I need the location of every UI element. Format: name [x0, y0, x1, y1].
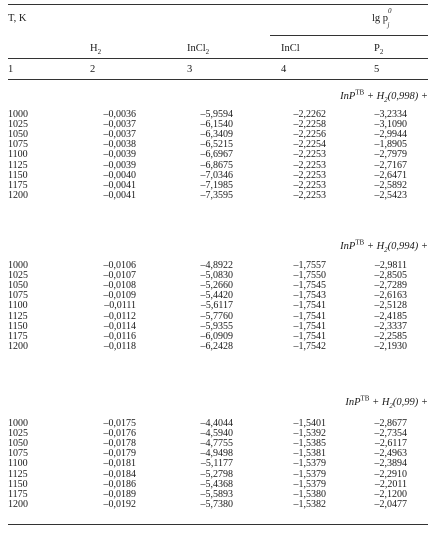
cell-incl: –1,7545 [293, 280, 326, 292]
column-p2-header: $P_2$ [374, 43, 384, 57]
cell-incl: –2,2256 [293, 129, 326, 141]
cell-p2: –2,9944 [374, 129, 407, 141]
cell-h2: –0,0107 [103, 270, 136, 282]
cell-p2: –2,6471 [374, 169, 407, 181]
cell-incl: –2,2253 [293, 169, 326, 181]
reaction-species: InP [345, 397, 361, 408]
reaction-sub: 2 [384, 96, 388, 105]
cell-incl: –1,5382 [293, 498, 326, 510]
cell-temperature: 1150 [8, 169, 28, 181]
cell-incl2: –5,1177 [200, 458, 233, 470]
lg-p-sub: j [387, 21, 390, 30]
cell-incl: –2,2262 [293, 109, 326, 120]
cell-h2: –0,0192 [103, 498, 136, 510]
cell-incl2: –7,0346 [200, 169, 233, 181]
cell-h2: –0,0037 [103, 129, 136, 141]
cell-p2: –2,3894 [374, 458, 407, 470]
cell-p2: –2,0477 [374, 498, 407, 510]
cell-p2: –2,6163 [374, 290, 407, 302]
cell-incl2: –6,5215 [200, 139, 233, 151]
cell-h2: –0,0039 [103, 159, 136, 171]
cell-h2: –0,0038 [103, 139, 136, 151]
cell-incl: –1,7541 [293, 310, 326, 322]
reaction-species: InP [340, 91, 356, 102]
cell-incl2: –5,9594 [200, 109, 233, 120]
cell-incl: –1,5401 [293, 418, 326, 429]
bottom-rule [8, 524, 428, 525]
cell-incl: –1,7541 [293, 330, 326, 342]
cell-p2: –2,4963 [374, 448, 407, 460]
lg-p-header [372, 6, 394, 30]
cell-incl: –1,7543 [293, 290, 326, 302]
cell-p2: –2,9811 [374, 260, 407, 271]
cell-h2: –0,0178 [103, 438, 136, 450]
top-rule [8, 4, 428, 5]
cell-incl2: –5,2660 [200, 280, 233, 292]
reaction-plus-h: + H [364, 241, 385, 252]
cell-incl2: –5,7380 [200, 498, 233, 510]
cell-incl2: –4,8922 [200, 260, 233, 271]
column-incl-header: InCl [281, 43, 300, 54]
cell-incl2: –6,8675 [200, 159, 233, 171]
cell-p2: –2,7289 [374, 280, 407, 292]
cell-incl: –1,7542 [293, 340, 326, 352]
cell-temperature: 1200 [8, 498, 28, 510]
cell-incl2: –6,6967 [200, 149, 233, 161]
cell-h2: –0,0118 [103, 340, 136, 352]
cell-h2: –0,0036 [103, 109, 136, 120]
cell-temperature: 1050 [8, 129, 28, 141]
cell-incl: –1,5379 [293, 478, 326, 490]
cell-p2: –2,1200 [374, 488, 407, 500]
cell-p2: –2,2585 [374, 330, 407, 342]
reaction-formula [340, 238, 428, 255]
cell-incl2: –5,2798 [200, 468, 233, 480]
cell-temperature: 1025 [8, 270, 28, 282]
cell-temperature: 1150 [8, 320, 28, 332]
cell-temperature: 1175 [8, 330, 28, 342]
reaction-coefficient: (0,994) + [387, 241, 428, 252]
cell-incl2: –4,4044 [200, 418, 233, 429]
cell-p2: –2,8677 [374, 418, 407, 429]
cell-temperature: 1100 [8, 458, 28, 470]
cell-h2: –0,0116 [103, 330, 136, 342]
column-index-2: 2 [90, 64, 96, 75]
cell-incl2: –6,2428 [200, 340, 233, 352]
reaction-plus-h: + H [369, 397, 390, 408]
cell-incl2: –6,3409 [200, 129, 233, 141]
cell-p2: –2,3337 [374, 320, 407, 332]
cell-incl2: –5,4420 [200, 290, 233, 302]
cell-h2: –0,0112 [103, 310, 136, 322]
cell-temperature: 1025 [8, 119, 28, 131]
reaction-formula [345, 394, 428, 411]
cell-incl: –1,7541 [293, 320, 326, 332]
reaction-sub: 2 [389, 402, 393, 411]
cell-temperature: 1050 [8, 280, 28, 292]
cell-p2: –1,8905 [374, 139, 407, 151]
cell-incl: –2,2258 [293, 119, 326, 131]
cell-incl: –1,5379 [293, 468, 326, 480]
cell-temperature: 1125 [8, 159, 28, 171]
cell-temperature: 1200 [8, 189, 28, 201]
cell-p2: –2,5892 [374, 179, 407, 191]
column-index-1: 1 [8, 64, 14, 75]
cell-p2: –2,5128 [374, 300, 407, 312]
cell-h2: –0,0041 [103, 189, 136, 201]
cell-incl: –1,7557 [293, 260, 326, 271]
reaction-phase: ТВ [360, 394, 370, 403]
cell-incl2: –5,7760 [200, 310, 233, 322]
cell-p2: –2,2910 [374, 468, 407, 480]
column-index-5: 5 [374, 64, 380, 75]
cell-incl2: –5,6117 [200, 300, 233, 312]
cell-h2: –0,0108 [103, 280, 136, 292]
cell-temperature: 1175 [8, 488, 28, 500]
cell-incl2: –6,0909 [200, 330, 233, 342]
cell-temperature: 1175 [8, 179, 28, 191]
cell-incl: –1,5380 [293, 488, 326, 500]
cell-h2: –0,0189 [103, 488, 136, 500]
cell-h2: –0,0184 [103, 468, 136, 480]
cell-h2: –0,0186 [103, 478, 136, 490]
cell-incl: –1,7550 [293, 270, 326, 282]
cell-p2: –2,1930 [374, 340, 407, 352]
column-h2-header: $H_2$ [90, 43, 102, 57]
cell-incl2: –7,1985 [200, 179, 233, 191]
cell-h2: –0,0037 [103, 119, 136, 131]
reaction-coefficient: (0,998) + [387, 91, 428, 102]
column-index-3: 3 [187, 64, 193, 75]
cell-temperature: 1075 [8, 139, 28, 151]
cell-temperature: 1000 [8, 260, 28, 271]
cell-temperature: 1125 [8, 468, 28, 480]
cell-p2: –2,7354 [374, 428, 407, 440]
index-rule [8, 79, 428, 80]
column-incl2-header: InCl$_2$ [187, 43, 210, 57]
cell-p2: –2,7167 [374, 159, 407, 171]
cell-p2: –2,6117 [374, 438, 407, 450]
reaction-plus-h: + H [364, 91, 385, 102]
reaction-formula [340, 88, 428, 105]
cell-incl: –2,2254 [293, 139, 326, 151]
cell-temperature: 1050 [8, 438, 28, 450]
reaction-species: InP [340, 241, 356, 252]
cell-temperature: 1100 [8, 149, 28, 161]
cell-incl: –2,2253 [293, 179, 326, 191]
cell-h2: –0,0176 [103, 428, 136, 440]
cell-incl2: –5,5893 [200, 488, 233, 500]
cell-incl2: –4,5940 [200, 428, 233, 440]
cell-incl: –1,5385 [293, 438, 326, 450]
cell-temperature: 1200 [8, 340, 28, 352]
cell-h2: –0,0179 [103, 448, 136, 460]
cell-incl: –2,2253 [293, 159, 326, 171]
lg-p-sup: 0 [388, 6, 392, 15]
cell-incl: –1,5392 [293, 428, 326, 440]
cell-p2: –2,7979 [374, 149, 407, 161]
reaction-phase: ТВ [355, 238, 365, 247]
cell-h2: –0,0106 [103, 260, 136, 271]
lg-p-rule [270, 35, 428, 36]
cell-temperature: 1100 [8, 300, 28, 312]
cell-incl2: –7,3595 [200, 189, 233, 201]
cell-h2: –0,0114 [103, 320, 136, 332]
reaction-sub: 2 [384, 246, 388, 255]
cell-p2: –2,8505 [374, 270, 407, 282]
column-t-label: T, K [8, 13, 27, 24]
cell-h2: –0,0041 [103, 179, 136, 191]
cell-temperature: 1075 [8, 290, 28, 302]
cell-h2: –0,0175 [103, 418, 136, 429]
cell-temperature: 1025 [8, 428, 28, 440]
cell-incl2: –5,4368 [200, 478, 233, 490]
cell-incl2: –4,9498 [200, 448, 233, 460]
cell-h2: –0,0040 [103, 169, 136, 181]
cell-incl: –2,2253 [293, 189, 326, 201]
cell-h2: –0,0111 [104, 300, 136, 312]
cell-incl: –1,7541 [293, 300, 326, 312]
cell-incl2: –5,0830 [200, 270, 233, 282]
cell-h2: –0,0109 [103, 290, 136, 302]
cell-incl2: –5,9355 [200, 320, 233, 332]
header-rule [8, 58, 428, 59]
cell-incl: –2,2253 [293, 149, 326, 161]
cell-p2: –2,5423 [374, 189, 407, 201]
cell-incl2: –4,7755 [200, 438, 233, 450]
cell-h2: –0,0181 [103, 458, 136, 470]
cell-p2: –2,4185 [374, 310, 407, 322]
reaction-coefficient: (0,99) + [392, 397, 428, 408]
reaction-phase: ТВ [355, 88, 365, 97]
cell-p2: –3,2334 [374, 109, 407, 120]
cell-temperature: 1000 [8, 418, 28, 429]
cell-temperature: 1075 [8, 448, 28, 460]
cell-p2: –3,1090 [374, 119, 407, 131]
cell-incl: –1,5381 [293, 448, 326, 460]
cell-p2: –2,2011 [374, 478, 407, 490]
cell-incl: –1,5379 [293, 458, 326, 470]
cell-temperature: 1000 [8, 109, 28, 120]
column-index-4: 4 [281, 64, 287, 75]
cell-temperature: 1150 [8, 478, 28, 490]
cell-incl2: –6,1540 [200, 119, 233, 131]
cell-h2: –0,0039 [103, 149, 136, 161]
cell-temperature: 1125 [8, 310, 28, 322]
lg-p-label: lg p [372, 13, 389, 24]
